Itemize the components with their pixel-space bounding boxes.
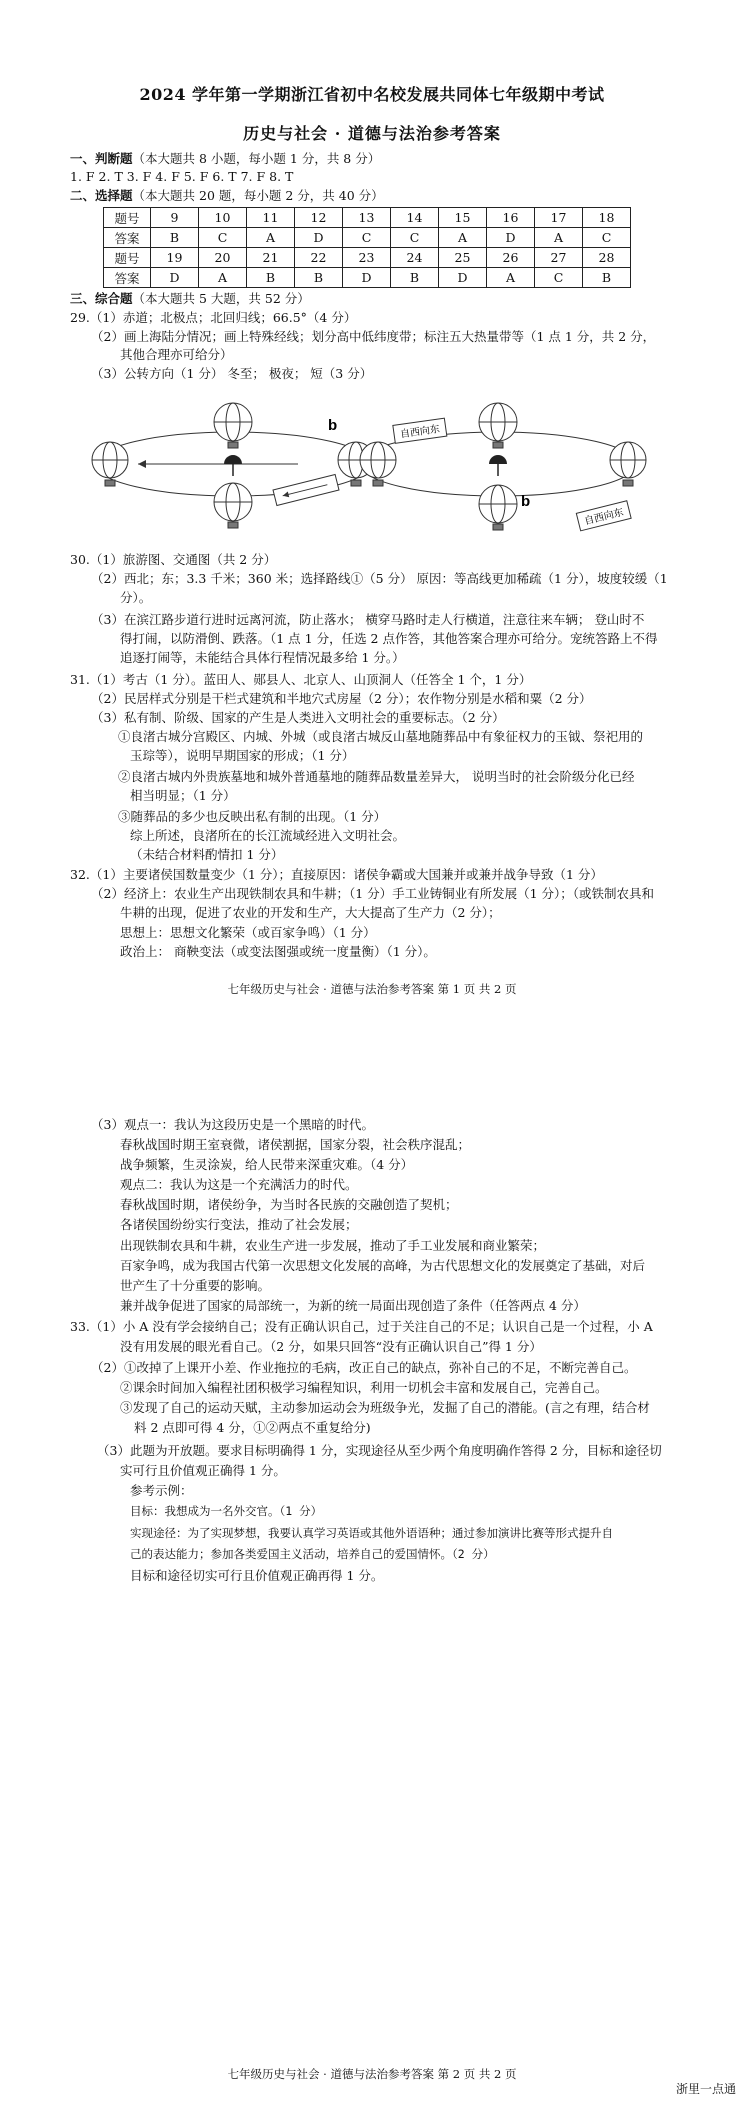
- table-cell: D: [343, 268, 391, 288]
- direction-label-top: [393, 418, 447, 443]
- q32-3-line-9: 世产生了十分重要的影响。: [120, 1278, 271, 1293]
- q32-3-line-3: 战争频繁，生灵涂炭，给人民带来深重灾难。（4 分）: [120, 1157, 414, 1172]
- table-row-header: 答案: [104, 228, 151, 248]
- page-1-footer: 七年级历史与社会 · 道德与法治参考答案 第 1 页 共 2 页: [227, 982, 517, 996]
- table-row-header: 题号: [104, 248, 151, 268]
- table-cell: B: [583, 268, 631, 288]
- q31-line-1: 31.（1）考古（1 分）。蓝田人、郧县人、北京人、山顶洞人（任答全 1 个，1 分）: [70, 672, 532, 687]
- q33-line-6: 料 2 点即可得 4 分，①②两点不重复给分): [134, 1420, 371, 1435]
- q33-line-5: ③发现了自己的运动天赋，主动参加运动会为班级争光，发掘了自己的潜能。(言之有理，结合材: [120, 1400, 650, 1415]
- table-row: [104, 248, 631, 268]
- q33-line-9: 参考示例：: [130, 1483, 193, 1498]
- q33-line-12: 己的表达能力；参加各类爱国主义活动，培养自己的爱国情怀。（2 分）: [130, 1547, 495, 1561]
- q32-line-4: 思想上：思想文化繁荣（或百家争鸣）（1 分）: [120, 925, 376, 940]
- q31-line-3: （3）私有制、阶级、国家的产生是人类进入文明社会的重要标志。（2 分）: [91, 710, 505, 725]
- q31-line-4: ①良渚古城分宫殿区、内城、外城（或良渚古城反山墓地随葬品中有象征权力的玉钺、祭祀用的: [118, 729, 644, 744]
- diagram-label-b-right: b: [521, 493, 531, 510]
- q32-3-line-10: 兼并战争促进了国家的局部统一，为新的统一局面出现创造了条件（任答两点 4 分）: [120, 1298, 586, 1313]
- table-cell: 20: [199, 248, 247, 268]
- q32-3-line-8: 百家争鸣，成为我国古代第一次思想文化发展的高峰，为古代思想文化的发展奠定了基础，对后: [120, 1258, 646, 1273]
- table-cell: 16: [487, 208, 535, 228]
- q33-line-8: 实可行且价值观正确得 1 分。: [120, 1463, 286, 1478]
- table-cell: D: [439, 268, 487, 288]
- table-cell: A: [199, 268, 247, 288]
- q33-line-10: 目标：我想成为一名外交官。（1 分）: [130, 1504, 323, 1518]
- table-cell: 15: [439, 208, 487, 228]
- q31-line-6: ②良渚古城内外贵族墓地和城外普通墓地的随葬品数量差异大， 说明当时的社会阶级分化已经: [118, 769, 635, 784]
- q33-line-7: （3）此题为开放题。要求目标明确得 1 分，实现途径从至少两个角度明确作答得 2 分，目标和途径切: [97, 1443, 662, 1458]
- table-row-header: 答案: [104, 268, 151, 288]
- q31-line-2: （2）民居样式分别是干栏式建筑和半地穴式房屋（2 分）；农作物分别是水稻和粟（2 分）: [91, 691, 592, 706]
- svg-text:自西向东: 自西向东: [583, 507, 625, 528]
- table-cell: A: [247, 228, 295, 248]
- answer-key-subtitle: 历史与社会 · 道德与法治参考答案: [243, 124, 501, 143]
- q31-line-10: （未结合材料酌情扣 1 分）: [130, 847, 284, 862]
- table-cell: D: [487, 228, 535, 248]
- q29-line-2: （2）画上海陆分情况；画上特殊经线；划分高中低纬度带；标注五大热量带等（1 点 1 分，共 2 分，: [91, 329, 656, 344]
- q32-3-line-6: 各诸侯国纷纷实行变法，推动了社会发展；: [120, 1217, 358, 1232]
- q32-3-line-7: 出现铁制农具和牛耕，农业生产进一步发展，推动了手工业发展和商业繁荣；: [120, 1238, 546, 1253]
- q33-line-2: 没有用发展的眼光看自己。（2 分，如果只回答“没有正确认识自己”得 1 分）: [120, 1339, 542, 1354]
- table-cell: 26: [487, 248, 535, 268]
- table-cell: 23: [343, 248, 391, 268]
- table-cell: A: [535, 228, 583, 248]
- section-1-answers: 1. F 2. T 3. F 4. F 5. F 6. T 7. F 8. T: [70, 169, 294, 184]
- table-cell: 19: [151, 248, 199, 268]
- table-cell: B: [151, 228, 199, 248]
- section-1-desc: （本大题共 8 小题，每小题 1 分，共 8 分）: [132, 151, 381, 166]
- table-cell: 22: [295, 248, 343, 268]
- q30-line-4: （3）在滨江路步道行进时远离河流，防止落水； 横穿马路时走人行横道，注意往来车辆； 登山时不: [91, 612, 645, 627]
- table-cell: A: [439, 228, 487, 248]
- table-cell: C: [391, 228, 439, 248]
- table-cell: A: [487, 268, 535, 288]
- q33-line-13: 目标和途径切实可行且价值观正确再得 1 分。: [130, 1568, 384, 1583]
- table-cell: 18: [583, 208, 631, 228]
- q32-line-2: （2）经济上：农业生产出现铁制农具和牛耕；（1 分）手工业铸铜业有所发展（1 分）；（或铁制农具和: [91, 886, 655, 901]
- table-cell: 27: [535, 248, 583, 268]
- globe-icon: [214, 403, 252, 448]
- q29-line-3: 其他合理亦可给分）: [120, 347, 233, 362]
- q31-line-7: 相当明显；（1 分）: [130, 788, 236, 803]
- table-cell: C: [583, 228, 631, 248]
- table-cell: D: [295, 228, 343, 248]
- table-cell: 12: [295, 208, 343, 228]
- watermark-text: 浙里一点通: [675, 2082, 736, 2096]
- table-cell: 24: [391, 248, 439, 268]
- q32-3-line-4: 观点二：我认为这是一个充满活力的时代。: [120, 1177, 358, 1192]
- q31-line-9: 综上所述，良渚所在的长江流域经进入文明社会。: [130, 828, 406, 843]
- q29-line-4: （3）公转方向（1 分） 冬至； 极夜； 短（3 分）: [91, 366, 373, 381]
- section-3-heading: 三、综合题: [70, 291, 133, 306]
- q32-line-3: 牛耕的出现，促进了农业的开发和生产，大大提高了生产力（2 分）；: [120, 905, 501, 920]
- q30-line-3: 分）。: [120, 590, 152, 605]
- table-row-header: 题号: [104, 208, 151, 228]
- q31-line-8: ③随葬品的多少也反映出私有制的出现。（1 分）: [118, 809, 387, 824]
- q32-line-5: 政治上： 商鞅变法（或变法图强或统一度量衡）（1 分）。: [120, 944, 436, 959]
- sun-icon-left: [224, 455, 242, 476]
- q32-3-line-2: 春秋战国时期王室衰微，诸侯割据，国家分裂，社会秩序混乱；: [120, 1137, 471, 1152]
- q33-line-11: 实现途径：为了实现梦想，我要认真学习英语或其他外语语种；通过参加演讲比赛等形式提升自: [130, 1526, 613, 1540]
- table-row: [104, 208, 631, 228]
- exam-title: 2024 学年第一学期浙江省初中名校发展共同体七年级期中考试: [139, 85, 605, 104]
- table-row: [104, 268, 631, 288]
- q33-line-3: （2）①改掉了上课开小差、作业拖拉的毛病，改正自己的缺点，弥补自己的不足，不断完善自己。: [91, 1360, 637, 1375]
- table-cell: 10: [199, 208, 247, 228]
- choice-answer-table: [103, 207, 631, 288]
- section-1-heading: 一、判断题: [70, 151, 133, 166]
- table-cell: B: [295, 268, 343, 288]
- table-cell: C: [199, 228, 247, 248]
- table-cell: D: [151, 268, 199, 288]
- table-cell: 28: [583, 248, 631, 268]
- globe-icon: [479, 403, 517, 448]
- section-3-desc: （本大题共 5 大题，共 52 分）: [132, 291, 310, 306]
- table-cell: 17: [535, 208, 583, 228]
- globe-icon: [479, 485, 517, 530]
- q33-line-4: ②课余时间加入编程社团积极学习编程知识，利用一切机会丰富和发展自己，完善自己。: [120, 1380, 608, 1395]
- earth-orbit-diagram: [88, 392, 658, 542]
- section-2-heading: 二、选择题: [70, 188, 133, 203]
- q31-line-5: 玉琮等），说明早期国家的形成；（1 分）: [130, 748, 355, 763]
- section-2-header: [70, 187, 710, 204]
- section-2-desc: （本大题共 20 题，每小题 2 分，共 40 分）: [132, 188, 384, 203]
- q33-line-1: 33.（1）小 A 没有学会接纳自己；没有正确认识自己，过于关注自己的不足；认识自己是一个过程，小 A: [70, 1319, 653, 1334]
- sun-icon-right: [489, 455, 507, 476]
- table-cell: 9: [151, 208, 199, 228]
- q32-line-1: 32.（1）主要诸侯国数量变少（1 分）；直接原因：诸侯争霸或大国兼并或兼并战争导致（1 分）: [70, 867, 603, 882]
- orbit-direction-arrow-box: [273, 474, 339, 505]
- table-cell: 14: [391, 208, 439, 228]
- q32-3-line-5: 春秋战国时期，诸侯纷争，为当时各民族的交融创造了契机；: [120, 1197, 458, 1212]
- globe-icon: [610, 442, 646, 486]
- table-cell: B: [391, 268, 439, 288]
- table-cell: B: [247, 268, 295, 288]
- diagram-label-b-left: b: [328, 417, 338, 434]
- q30-line-2: （2）西北；东；3.3 千米；360 米；选择路线①（5 分） 原因：等高线更加稀疏（1 分），坡度较缓（1: [91, 571, 668, 586]
- table-cell: 25: [439, 248, 487, 268]
- q30-line-5: 得打闹，以防滑倒、跌落。（1 点 1 分，任选 2 点作答，其他答案合理亦可给分。宠统答路上不得: [120, 631, 658, 646]
- section-3-header: [70, 290, 710, 307]
- svg-text:自西向东: 自西向东: [399, 423, 441, 441]
- table-cell: C: [343, 228, 391, 248]
- table-cell: 11: [247, 208, 295, 228]
- table-cell: 13: [343, 208, 391, 228]
- table-cell: C: [535, 268, 583, 288]
- globe-icon: [92, 442, 128, 486]
- direction-label-bottom: [576, 501, 631, 531]
- q32-3-line-1: （3）观点一：我认为这段历史是一个黑暗的时代。: [91, 1117, 374, 1132]
- q29-line-1: 29.（1）赤道；北极点；北回归线；66.5°（4 分）: [70, 310, 357, 325]
- table-cell: 21: [247, 248, 295, 268]
- page-2-footer: 七年级历史与社会 · 道德与法治参考答案 第 2 页 共 2 页: [227, 2067, 517, 2081]
- q30-line-1: 30.（1）旅游图、交通图（共 2 分）: [70, 552, 277, 567]
- q30-line-6: 追逐打闹等，未能结合具体行程情况最多给 1 分。）: [120, 650, 405, 665]
- section-1-header: [70, 150, 710, 167]
- globe-icon: [214, 483, 252, 528]
- table-row: [104, 228, 631, 248]
